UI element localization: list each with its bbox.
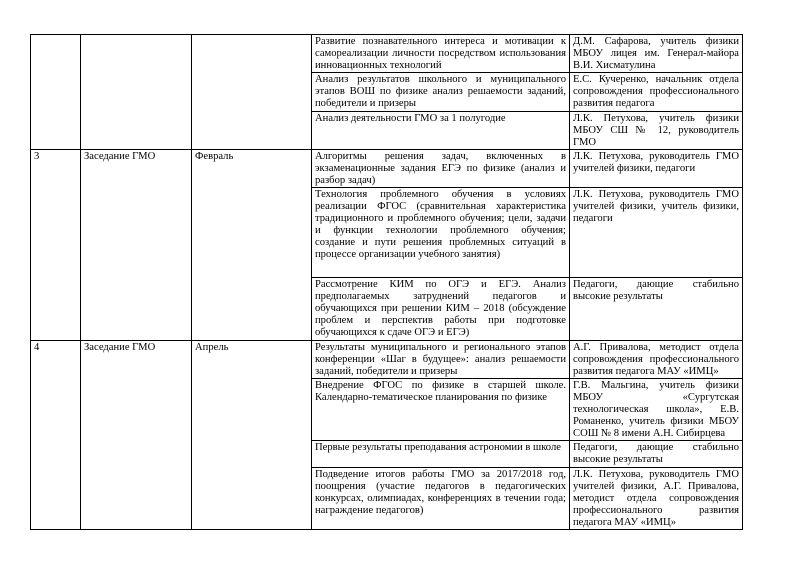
topic-cell: Рассмотрение КИМ по ОГЭ и ЕГЭ. Анализ предполагаемых затруднений педагогов и обучающихся при решении КИМ – 2018 (обсуждение проблем и перспектив работы при подготовке обучающихся к сдаче ОГЭ и ЕГЭ) — [312, 278, 570, 341]
topic-cell: Первые результаты преподавания астрономии в школе — [312, 441, 570, 468]
event-type: Заседание ГМО — [81, 341, 192, 530]
responsible-cell: Л.К. Петухова, руководитель ГМО учителей физики, А.Г. Привалова, методист отдела сопровождения профессионального развития педагога МАУ «ИМЦ» — [570, 468, 743, 530]
row-number — [31, 35, 81, 150]
event-type — [81, 35, 192, 150]
responsible-cell: Д.М. Сафарова, учитель физики МБОУ лицея им. Генерал-майора В.И. Хисматулина — [570, 35, 743, 73]
row-number: 3 — [31, 150, 81, 341]
topic-cell: Технология проблемного обучения в условиях реализации ФГОС (сравнительная характеристика традиционного и проблемного обучения; цели, задачи и функции технологии проблемного обучения; создание и пути решения проблемных ситуаций в процессе организации учебного занятия) — [312, 188, 570, 278]
responsible-cell: Л.К. Петухова, учитель физики МБОУ СШ № 12, руководитель ГМО — [570, 112, 743, 150]
topic-cell: Анализ результатов школьного и муниципального этапов ВОШ по физике анализ решаемости заданий, победители и призеры — [312, 73, 570, 112]
responsible-cell: Г.В. Мальгина, учитель физики МБОУ «Сургутская технологическая школа», Е.В. Романенко, учитель физики МБОУ СОШ № 8 имени А.Н. Сибирцева — [570, 379, 743, 441]
topic-cell: Результаты муниципального и регионального этапов конференции «Шаг в будущее»: анализ решаемости заданий, победители и призеры — [312, 341, 570, 379]
topic-cell: Анализ деятельности ГМО за 1 полугодие — [312, 112, 570, 150]
event-month: Апрель — [192, 341, 312, 530]
responsible-cell: Педагоги, дающие стабильно высокие результаты — [570, 441, 743, 468]
methodical-plan-table — [30, 34, 743, 530]
topic-cell: Развитие познавательного интереса и мотивации к самореализации личности посредством использования инновационных технологий — [312, 35, 570, 73]
responsible-cell: Л.К. Петухова, руководитель ГМО учителей физики, учитель физики, педагоги — [570, 188, 743, 278]
event-month: Февраль — [192, 150, 312, 341]
responsible-cell: Е.С. Кучеренко, начальник отдела сопровождения профессионального развития педагога — [570, 73, 743, 112]
event-month — [192, 35, 312, 150]
topic-cell: Подведение итогов работы ГМО за 2017/2018 год, поощрения (участие педагогов в педагогических конкурсах, олимпиадах, конференциях в течении года; награждение педагогов) — [312, 468, 570, 530]
table-row — [31, 35, 743, 73]
table-row — [31, 341, 743, 379]
row-number: 4 — [31, 341, 81, 530]
table-row — [31, 150, 743, 188]
topic-cell: Внедрение ФГОС по физике в старшей школе. Календарно-тематическое планирования по физике — [312, 379, 570, 441]
responsible-cell: А.Г. Привалова, методист отдела сопровождения профессионального развития педагога МАУ «ИМЦ» — [570, 341, 743, 379]
responsible-cell: Педагоги, дающие стабильно высокие результаты — [570, 278, 743, 341]
responsible-cell: Л.К. Петухова, руководитель ГМО учителей физики, педагоги — [570, 150, 743, 188]
event-type: Заседание ГМО — [81, 150, 192, 341]
topic-cell: Алгоритмы решения задач, включенных в экзаменационные задания ЕГЭ по физике (анализ и разбор задач) — [312, 150, 570, 188]
